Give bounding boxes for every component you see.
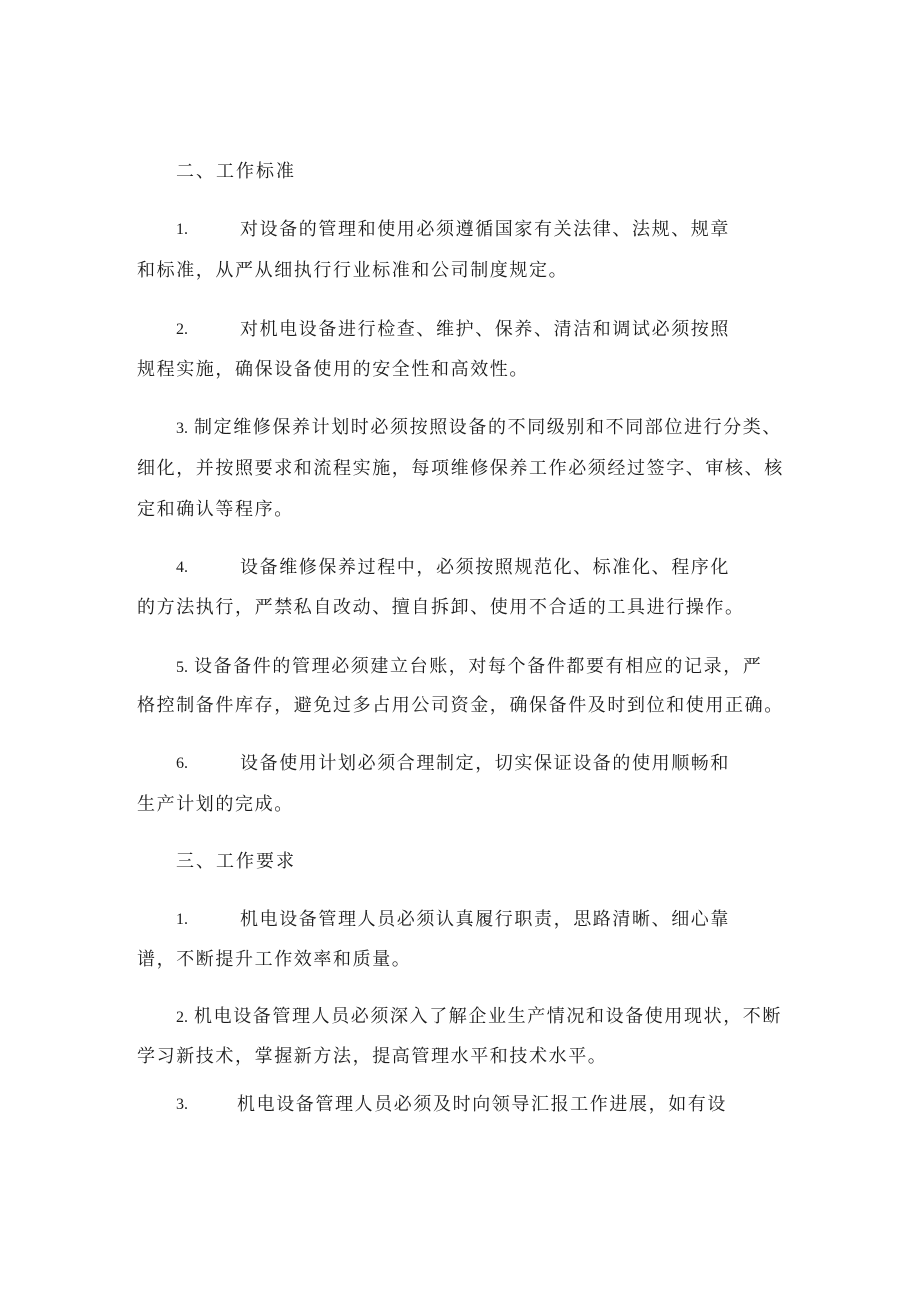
item-number: 5. bbox=[176, 659, 188, 676]
item-text-line: 规程实施，确保设备使用的安全性和高效性。 bbox=[137, 359, 529, 380]
item-number: 3. bbox=[176, 420, 188, 437]
item-text-line: 和标准，从严从细执行行业标准和公司制度规定。 bbox=[137, 260, 569, 281]
item-number: 2. bbox=[176, 1009, 188, 1026]
item-text-line: 机电设备管理人员必须认真履行职责，思路清晰、细心靠 bbox=[240, 909, 730, 930]
section-heading: 三、工作要求 bbox=[176, 851, 296, 872]
item-text: 设备备件的管理必须建立台账，对每个备件都要有相应的记录，严 bbox=[194, 656, 763, 677]
item-number: 3. bbox=[176, 1096, 188, 1113]
item-text-line: 学习新技术，掌握新方法，提高管理水平和技术水平。 bbox=[137, 1046, 608, 1067]
item-number: 1. bbox=[176, 911, 188, 928]
item-text-line: 对设备的管理和使用必须遵循国家有关法律、法规、规章 bbox=[240, 219, 730, 240]
item-text-line: 设备维修保养过程中，必须按照规范化、标准化、程序化 bbox=[240, 557, 730, 578]
item-text-line bbox=[176, 1005, 782, 1030]
item-text-line: 细化，并按照要求和流程实施，每项维修保养工作必须经过签字、审核、核 bbox=[137, 458, 784, 479]
item-text: 制定维修保养计划时必须按照设备的不同级别和不同部位进行分类、 bbox=[194, 417, 782, 438]
item-text-line: 格控制备件库存，避免过多占用公司资金，确保备件及时到位和使用正确。 bbox=[137, 695, 784, 716]
item-number: 1. bbox=[176, 221, 188, 238]
item-number: 6. bbox=[176, 755, 188, 772]
item-text-line: 设备使用计划必须合理制定，切实保证设备的使用顺畅和 bbox=[240, 753, 730, 774]
item-text-line: 机电设备管理人员必须及时向领导汇报工作进展，如有设 bbox=[237, 1094, 727, 1115]
item-text-line: 谱，不断提升工作效率和质量。 bbox=[137, 949, 412, 970]
item-text-line bbox=[176, 416, 782, 441]
item-number: 4. bbox=[176, 559, 188, 576]
item-text-line: 生产计划的完成。 bbox=[137, 794, 294, 815]
item-text-line bbox=[176, 655, 762, 680]
item-text-line: 的方法执行，严禁私自改动、擅自拆卸、使用不合适的工具进行操作。 bbox=[137, 597, 745, 618]
section-heading: 二、工作标准 bbox=[176, 161, 296, 182]
item-text-line: 定和确认等程序。 bbox=[137, 499, 294, 520]
item-text-line: 对机电设备进行检查、维护、保养、清洁和调试必须按照 bbox=[240, 319, 730, 340]
item-number: 2. bbox=[176, 321, 188, 338]
item-text: 机电设备管理人员必须深入了解企业生产情况和设备使用现状，不断 bbox=[194, 1006, 782, 1027]
